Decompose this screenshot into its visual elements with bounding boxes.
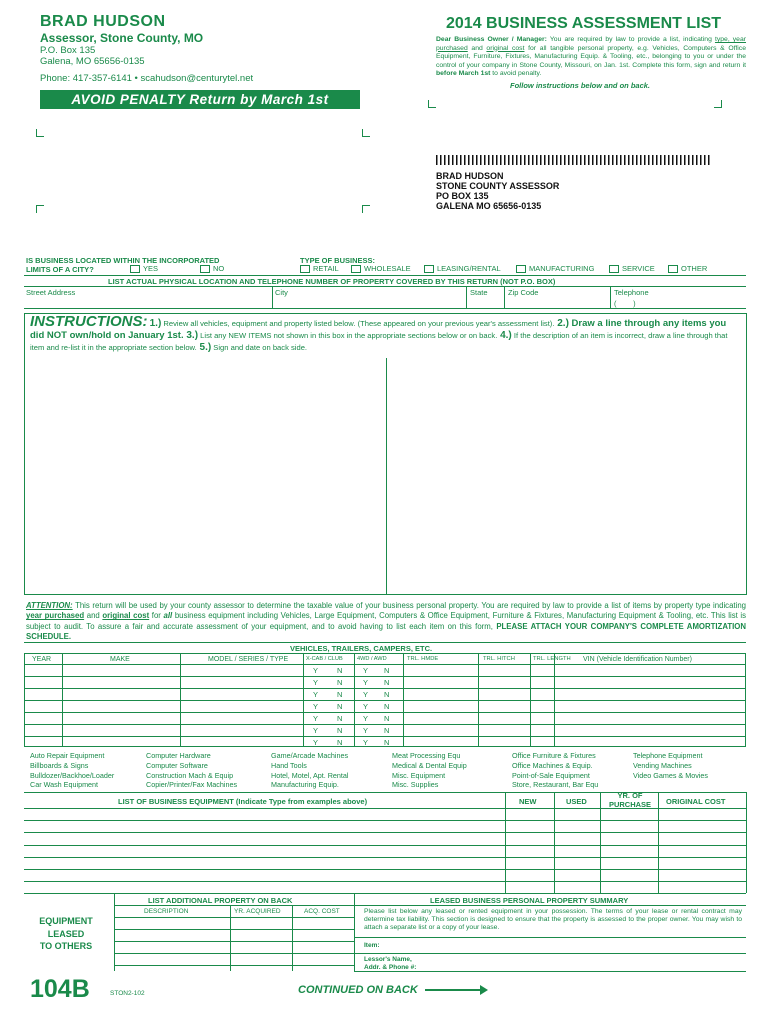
yn-option[interactable]: N [337,714,343,723]
vehicles-title: VEHICLES, TRAILERS, CAMPERS, ETC. [290,644,433,653]
table-row[interactable] [24,700,746,701]
corner-mark [36,205,44,213]
corner-mark [36,129,44,137]
attention-text: This return will be used by your county assessor to determine the taxable value of your business personal property. You are required by law to provide a list of items by property type indicating [72,601,746,610]
mailing-line-4: GALENA MO 65656-0135 [436,201,542,211]
corner-mark [362,129,370,137]
form-title: 2014 BUSINESS ASSESSMENT LIST [446,15,722,32]
notice-and: and [467,44,487,52]
street-address-label: Street Address [26,288,76,297]
example-item: Misc. Equipment [392,770,446,780]
step-text: List any NEW ITEMS not shown in this box in the appropriate sections below or on back. [198,331,498,340]
yn-option[interactable]: Y [313,702,319,711]
attention-paragraph [26,601,746,643]
table-row[interactable] [24,857,746,858]
table-row[interactable] [24,881,746,882]
assessor-name: BRAD HUDSON [40,13,166,30]
type-other[interactable] [668,264,707,273]
col-divider [230,905,231,971]
yn-option[interactable]: Y [363,738,369,747]
table-row[interactable] [24,712,746,713]
yn-option[interactable]: N [337,702,343,711]
yn-option[interactable]: Y [363,690,369,699]
attention-bold: PLEASE ATTACH YOUR COMPANY'S COMPLETE AMORTIZATION SCHEDULE. [26,621,746,642]
additional-property-title: LIST ADDITIONAL PROPERTY ON BACK [148,896,293,905]
penalty-banner: AVOID PENALTY Return by March 1st [40,90,360,109]
mailing-line-1: BRAD HUDSON [436,171,504,181]
yn-option[interactable]: Y [313,726,319,735]
item-label: Item: [364,942,380,949]
incorporated-question-1: IS BUSINESS LOCATED WITHIN THE INCORPORATED [26,256,220,265]
equipment-header: LIST OF BUSINESS EQUIPMENT (Indicate Type from examples above) [118,797,368,806]
type-label: WHOLESALE [364,264,411,273]
follow-instructions: Follow instructions below and on back. [510,81,651,90]
examples-col-2 [146,751,237,790]
type-leasing[interactable] [424,264,501,273]
table-row[interactable] [24,820,746,821]
incorporated-question-2: LIMITS OF A CITY? [26,265,94,274]
col-xcab: X-CAB / CLUB [306,656,343,662]
yn-option[interactable]: N [337,678,343,687]
yn-option[interactable]: Y [363,678,369,687]
example-item: Point-of-Sale Equipment [512,770,590,780]
yn-option[interactable]: N [384,690,390,699]
example-item: Telephone Equipment [633,751,703,760]
example-item: Car Wash Equipment [30,780,99,790]
equipment-original-cost: ORIGINAL COST [666,797,726,806]
continued-on-back [298,984,485,996]
example-item: Office Furniture & Fixtures [512,751,596,760]
example-item: Medical & Dental Equip [392,760,467,770]
instructions-divider [386,358,387,595]
col-trl-hmde: TRL. HMDE [407,656,439,662]
divider [24,308,746,309]
yn-option[interactable]: Y [313,738,319,747]
example-item: Hand Tools [271,760,307,770]
attention-text: business equipment including Vehicles, Large Equipment, Computers & Office Equipment, Furniture & Fixtures, Manufacturing Equipment & Tooling, etc. This list is subject to audit. To assure a fair and accurate assessment of your equipment, and to avoid having to list each item on this form, [26,611,747,631]
step-number: 1.) [149,318,162,329]
yn-option[interactable]: Y [363,702,369,711]
checkbox-icon[interactable] [200,265,210,273]
yn-option[interactable]: Y [313,690,319,699]
type-label: RETAIL [313,264,339,273]
attention-emphasis: all [163,611,173,621]
yn-option[interactable]: N [384,726,390,735]
yn-option[interactable]: N [384,714,390,723]
notice-bold: before March 1st [436,70,491,78]
attention-underline: year purchased [26,611,85,621]
corner-mark [714,100,722,108]
table-row[interactable] [24,724,746,725]
yes-label: YES [143,264,159,273]
divider [24,893,746,894]
lessor-label [364,956,416,971]
notice-underline-2: original cost [486,44,525,52]
divider [354,953,746,954]
instructions-text [30,313,742,354]
assessor-address-2: Galena, MO 65656-0135 [40,56,145,67]
leased-label-line: TO OTHERS [39,941,93,951]
type-retail[interactable] [300,264,339,273]
notice-paragraph [436,36,746,79]
example-item: Bulldozer/Backhoe/Loader [30,770,115,780]
checkbox-icon[interactable] [609,265,619,273]
divider [114,941,354,942]
examples-col-6 [633,751,708,780]
yn-option[interactable]: N [384,702,390,711]
yn-option[interactable]: Y [363,726,369,735]
checkbox-icon[interactable] [300,265,310,273]
example-item: Computer Software [146,760,208,770]
example-item: Store, Restaurant, Bar Equ [512,780,599,790]
divider [24,286,746,287]
zip-label: Zip Code [508,288,539,297]
yn-option[interactable]: N [337,690,343,699]
col-vin: VIN (Vehicle Identification Number) [583,656,692,663]
example-item: Hotel, Motel, Apt. Rental [271,770,349,780]
yn-option[interactable]: N [337,666,343,675]
form-number: 104B [30,975,90,1003]
divider [24,642,746,643]
divider [354,937,746,938]
yn-option[interactable]: N [384,678,390,687]
table-row[interactable] [24,869,746,870]
divider [114,917,354,918]
step-text: Draw a line through any items you did NOT own/hold on January 1st. [30,318,727,341]
example-item: Meat Processing Equ [392,751,461,760]
lessor-line: Lessor's Name, [364,956,412,963]
divider [114,953,354,954]
leased-summary-text: Please list below any leased or rented equipment in your possession. The terms of your lease or rental contract may determine tax liability. This section is designed to ensure that the property is assessed to the proper owner. You may wish to attach a separate list or a copy of your lease. [364,908,742,932]
state-label: State [470,288,488,297]
col-trl-hitch: TRL. HITCH [483,656,515,662]
divider [114,965,354,966]
leased-summary-title: LEASED BUSINESS PERSONAL PROPERTY SUMMARY [430,896,629,905]
table-row[interactable] [24,676,746,677]
yn-option[interactable]: N [384,666,390,675]
example-item: Office Machines & Equip. [512,760,593,770]
yr-acquired-label: YR. ACQUIRED [234,908,281,915]
divider [354,971,746,972]
yn-option[interactable]: Y [313,714,319,723]
assessor-contact: Phone: 417-357-6141 • scahudson@centurytel.net [40,73,254,84]
step-text: If the description of an item is incorrect, draw a line through that item and re-list it in the appropriate section below. [30,331,728,352]
col-year: YEAR [32,656,52,663]
form-code: STON2-102 [110,990,145,997]
example-item: Construction Mach & Equip [146,770,234,780]
notice-lead: Dear Business Owner / Manager: [436,36,547,43]
type-service[interactable] [609,264,655,273]
example-item: Misc. Supplies [392,780,439,790]
mailing-line-2: STONE COUNTY ASSESSOR [436,181,560,191]
location-header: LIST ACTUAL PHYSICAL LOCATION AND TELEPHONE NUMBER OF PROPERTY COVERED BY THIS RETURN (NOT P.O. BOX) [108,277,556,286]
acq-cost-label: ACQ. COST [304,908,340,915]
col-divider [292,905,293,971]
table-row[interactable] [24,808,746,809]
example-item: Video Games & Movies [633,770,708,780]
equipment-yr-purchase: YR. OF PURCHASE [608,791,652,809]
col-model: MODEL / SERIES / TYPE [208,656,289,663]
leased-label-line: LEASED [47,928,85,939]
attention-underline: original cost [102,611,150,621]
table-row[interactable] [24,688,746,689]
table-row[interactable] [24,664,746,665]
col-4wd: 4WD / AWD [357,656,387,662]
divider [114,905,354,906]
notice-text-2: for all tangible personal property, e.g. Vehicles, Computers & Office Equipment, Furniture, Fixtures, Manufacturing Equip. & Tooling, etc., belonging to you or under the control of your company in Stone County, Missouri, on Jan. 1st. Complete this form, sign and return it [436,44,746,69]
example-item: Game/Arcade Machines [271,751,349,760]
table-row[interactable] [24,736,746,737]
type-label: OTHER [681,264,708,273]
example-item: Manufacturing Equip. [271,780,339,790]
yn-option[interactable]: N [337,726,343,735]
divider [114,929,354,930]
divider [24,275,746,276]
divider [354,905,746,906]
example-item: Vending Machines [633,760,692,770]
yn-option[interactable]: Y [363,714,369,723]
examples-col-4 [392,751,467,790]
telephone-label: Telephone [614,288,649,297]
checkbox-icon[interactable] [668,265,678,273]
attention-text: and [84,611,103,621]
leased-label-line: EQUIPMENT [39,916,93,926]
yn-option[interactable]: Y [313,678,319,687]
type-label: SERVICE [622,264,655,273]
mailing-line-3: PO BOX 135 [436,191,489,201]
yn-option[interactable]: Y [313,666,319,675]
example-item: Auto Repair Equipment [30,751,105,760]
step-text: Review all vehicles, equipment and property listed below. (These appeared on your previous year's assessment list). [161,319,555,328]
yn-option[interactable]: N [384,738,390,747]
yn-option[interactable]: Y [363,666,369,675]
table-row[interactable] [24,832,746,833]
step-number: 5.) [196,342,212,353]
examples-col-3 [271,751,349,790]
equipment-new: NEW [519,797,537,806]
type-manufacturing[interactable] [516,264,594,273]
corner-mark [362,205,370,213]
telephone-parens: ( ) [614,299,636,308]
divider [610,286,611,308]
checkbox-icon[interactable] [130,265,140,273]
leased-to-others-label [28,915,104,953]
equipment-used: USED [566,797,587,806]
step-number: 2.) [554,318,569,329]
example-item: Copier/Printer/Fax Machines [146,780,238,790]
examples-col-5 [512,751,598,790]
divider [466,286,467,308]
lessor-line: Addr. & Phone #: [364,963,417,971]
type-wholesale[interactable] [351,264,411,273]
divider [272,286,273,308]
examples-col-1 [30,751,114,790]
city-label: City [275,288,288,297]
step-text: Sign and date on back side. [211,343,308,352]
incorporated-no[interactable] [200,264,224,273]
notice-text-1: You are required by law to provide a list, indicating [549,36,712,43]
no-label: NO [213,264,225,273]
corner-mark [428,100,436,108]
example-item: Computer Hardware [146,751,211,760]
arrow-right-icon [425,989,485,991]
type-label: MANUFACTURING [529,264,595,273]
instructions-heading: INSTRUCTIONS: [30,313,148,330]
attention-label: ATTENTION: [26,601,73,610]
divider [504,286,505,308]
step-number: 3.) [183,330,199,341]
postal-barcode [436,155,711,165]
incorporated-yes[interactable] [130,264,158,273]
attention-text: for [149,611,164,621]
continued-label: CONTINUED ON BACK [298,984,418,996]
description-label: DESCRIPTION [144,908,189,915]
checkbox-icon[interactable] [516,265,526,273]
col-divider [746,792,747,893]
checkbox-icon[interactable] [424,265,434,273]
checkbox-icon[interactable] [351,265,361,273]
step-number: 4.) [497,330,512,341]
table-row[interactable] [24,845,746,846]
col-trl-length: TRL. LENGTH [533,656,571,662]
col-make: MAKE [110,656,130,663]
type-label: LEASING/RENTAL [437,264,501,273]
yn-option[interactable]: N [337,738,343,747]
business-type-label: TYPE OF BUSINESS: [300,256,376,265]
assessor-address-1: P.O. Box 135 [40,45,96,56]
assessor-title: Assessor, Stone County, MO [40,31,204,45]
notice-text-3: to avoid penalty. [490,70,542,78]
example-item: Billboards & Signs [30,760,89,770]
notice-underline-1: type, year purchased [436,36,747,52]
